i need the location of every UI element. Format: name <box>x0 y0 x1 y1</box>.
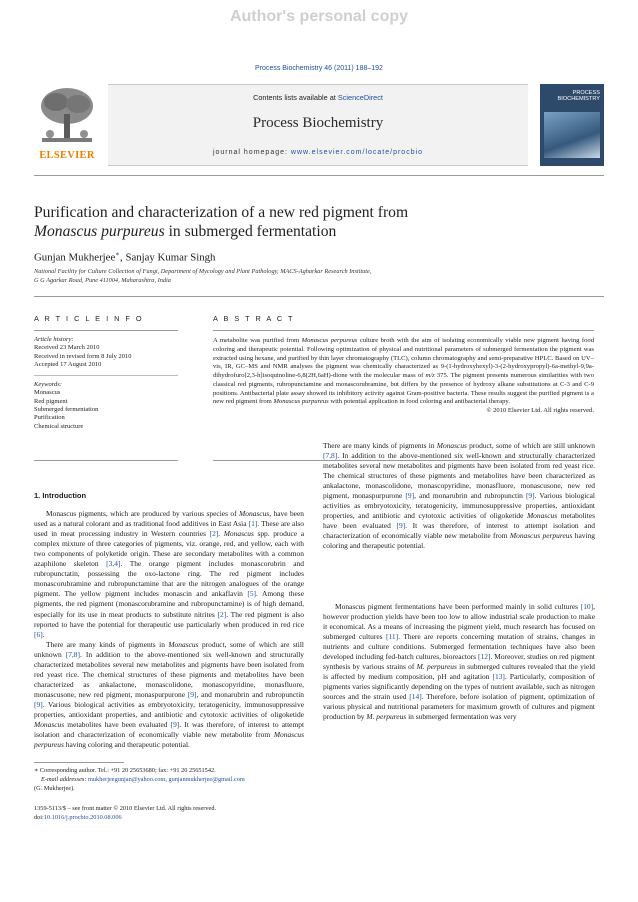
contents-line <box>108 93 528 102</box>
italic-term: Monascus <box>526 511 558 521</box>
email-owner: (G. Mukherjee). <box>34 784 75 792</box>
text-run: spp. produce a complex mixture of three categories of pigments, viz. orange, red, and yellow, each with two components of polyketide origin. These are secondary metabolites with a common azaphilone skeleton <box>34 529 305 569</box>
reference-link[interactable]: [5] <box>247 589 257 599</box>
text-run: . There are reports concerning mutation of strains, changes in nutrients and culture conditions. Submerged fermentation techniques have also been developed including fed-batch cultures, bioreactors <box>323 631 595 661</box>
reference-link[interactable]: [14] <box>409 691 422 701</box>
cover-illustration <box>544 112 600 158</box>
email-link-1[interactable]: mukherjeegunjan@yahoo.com <box>88 775 166 783</box>
reference-link[interactable]: [7,8] <box>323 450 338 460</box>
text-run: . <box>218 529 224 539</box>
text-run: . The red pigment is also reported to have the potential for therapeutic use particularly when produced in red rice <box>34 609 305 629</box>
article-info-panel <box>34 314 178 431</box>
intro-paragraph-3 <box>323 602 595 723</box>
affiliation-divider <box>34 296 604 297</box>
history-received: Received 23 March 2010 <box>34 344 100 352</box>
homepage-prefix: journal homepage: <box>212 149 291 156</box>
email-label: E-mail addresses: <box>41 775 88 783</box>
reference-link[interactable]: [1] <box>248 519 258 529</box>
text-run: Monascus pigment fermentations have been performed mainly in solid cultures <box>335 601 581 611</box>
publisher-name: ELSEVIER <box>39 150 95 161</box>
affiliation-line-1: National Facility for Culture Collection of Fungi, Department of Mycology and Plant Pathology, MACS-Agharkar Research Institute, <box>34 268 372 275</box>
reference-link[interactable]: [11] <box>386 631 399 641</box>
intro-paragraph-2-continued <box>323 441 595 602</box>
text-run: , and monarubrin and rubropunctin <box>414 490 526 500</box>
text-run: in submerged cultures revealed that the yield is affected by medium composition, pH and agitation <box>323 661 595 681</box>
title-line-2 <box>34 222 594 241</box>
text-run: , have been used as a natural colorant and as traditional food additives in East Asia <box>34 509 304 529</box>
intro-paragraph-1 <box>34 509 304 640</box>
text-run: 375. The pigment presents numerous similarities with two classical red pigments, rubropunctamine and monascorubramine, but differs by the presence of hydroxy alkane substitutions at C-3 and C-9 positions. Antibacterial plate assay showed its inhibitory activity against Gram-positive bacteria. These results suggest the purified pigment is a new red pigment from <box>213 372 594 406</box>
author-1: Gunjan Mukherjee <box>34 251 116 264</box>
text-run: product, some of which are still unknown <box>466 440 595 450</box>
cover-title <box>544 90 600 102</box>
author-list <box>34 250 215 264</box>
italic-term: M. perpureus <box>416 661 457 671</box>
keyword-item: Submerged fermentation <box>34 406 99 414</box>
history-accepted: Accepted 17 August 2010 <box>34 360 102 368</box>
italic-term: Monascus perpureus <box>34 730 304 750</box>
text-run: . Various biological activities as embryotoxicity, teratogenicity, immunosuppressive properties, antioxidant properties, and antibiotic and cytotoxic activities of oligoketide <box>34 699 304 719</box>
journal-citation-link[interactable]: Process Biochemistry 46 (2011) 188–192 <box>255 65 383 72</box>
italic-term: Monascus perpureus <box>509 531 573 541</box>
watermark: Author's personal copy <box>229 8 409 25</box>
italic-term: Monascus <box>168 639 199 649</box>
text-run: . Therefore, before isolation of pigment, optimization of various physical and nutritional parameters for maximum growth of cultures and pigment production by <box>323 691 595 722</box>
article-title <box>34 203 594 241</box>
keyword-item: Red pigment <box>34 397 68 405</box>
article-info-bottom-rule <box>34 460 178 461</box>
contents-prefix: Contents lists available at <box>253 93 338 102</box>
italic-term: Monascus <box>239 509 270 519</box>
reference-link[interactable]: [12] <box>478 651 491 661</box>
footnote-divider <box>34 762 124 763</box>
reference-link[interactable]: [2] <box>209 529 219 539</box>
email-separator: , <box>165 775 169 783</box>
text-run: metabolites have been evaluated <box>323 511 595 531</box>
text-run: . <box>42 629 45 639</box>
text-run: , however production yields have been too low to allow industrial scale production to make it economical. As a means of increasing the pigment yield, much research has focused on submerged cultures <box>323 601 595 641</box>
doi-link[interactable]: 10.1016/j.procbio.2010.08.006 <box>43 813 122 821</box>
email-line <box>34 776 314 785</box>
history-revised: Received in revised form 8 July 2010 <box>34 352 132 360</box>
italic-term: Monascus <box>436 440 467 450</box>
italic-term: Monascus perpureus <box>301 337 358 344</box>
reference-link[interactable]: [13] <box>492 671 505 681</box>
title-line-1: Purification and characterization of a new red pigment from <box>34 204 409 221</box>
footnotes <box>34 767 314 793</box>
cover-title-line-1: PROCESS <box>572 90 600 96</box>
italic-term: Monascus <box>223 529 254 539</box>
reference-link[interactable]: [6] <box>34 629 43 639</box>
text-run: . In addition to the above-mentioned six well-known and structurally characterized metabolites several new metabolites and pigments have been isolated from red yeast rice. The chemical structures of these pigments and metabolites have been characterized as ankalactone, monascolidone, monascopyridine, monasfluore, monascusone, new red pigment, monaspurpurone <box>323 450 595 500</box>
journal-masthead <box>34 84 604 166</box>
italic-term: M. perpureus <box>366 712 407 722</box>
sciencedirect-link[interactable]: ScienceDirect <box>337 93 383 102</box>
header-divider <box>34 175 604 176</box>
author-2: Sanjay Kumar Singh <box>125 251 216 264</box>
title-line-2-rest: in submerged fermentation <box>164 223 337 240</box>
text-run: product, some of which are still unknown <box>34 639 305 659</box>
introduction-heading: 1. Introduction <box>34 491 87 500</box>
body-column-left <box>34 491 305 750</box>
keyword-item: Monascus <box>34 389 61 397</box>
reference-link[interactable]: [9] <box>170 720 180 730</box>
reference-link[interactable]: [9] <box>396 521 406 531</box>
keywords <box>34 375 178 431</box>
reference-link[interactable]: [9] <box>405 490 415 500</box>
reference-link[interactable]: [9] <box>525 490 535 500</box>
reference-link[interactable]: [9] <box>187 689 197 699</box>
text-run: . It was therefore, of interest to attempt isolation and characterization of economically viable new metabolite from <box>323 521 596 541</box>
reference-link[interactable]: [2] <box>217 609 227 619</box>
reference-link[interactable]: [9] <box>34 699 43 709</box>
journal-cover-image <box>540 84 604 166</box>
corresponding-author-note: ∗ Corresponding author. Tel.: +91 20 25653680; fax: +91 20 25651542. <box>34 767 216 774</box>
history-label: Article history: <box>34 336 74 343</box>
italic-term: Monascus purpureus <box>273 398 329 406</box>
reference-link[interactable]: [3,4] <box>106 559 121 569</box>
text-run: in submerged fermentation was very <box>406 712 517 722</box>
page-footer <box>34 805 314 823</box>
doi-prefix: doi: <box>34 813 44 821</box>
text-run: , and monarubrin and rubropunctin <box>196 689 304 699</box>
text-run: . The orange pigment includes monascorubrin and rubropunctatin, possessing the oxo-lactone ring. The red pigment includes monascorubramine and rubropunctamine that are the nitrogen analogues of the orange pigment. The yellow pigment includes monascin and ankaflavin <box>34 559 304 599</box>
keyword-item: Chemical structure <box>34 422 84 430</box>
text-run: with potential application in food coloring and antibacterial therapy. <box>328 398 510 406</box>
doi-line <box>34 814 314 823</box>
author-separator: , <box>120 251 126 264</box>
reference-link[interactable]: [7,8] <box>65 649 80 659</box>
corresponding-author-mark[interactable]: ∗ <box>115 250 121 258</box>
text-run: having coloring and therapeutic potential. <box>323 531 596 551</box>
homepage-line <box>108 149 528 156</box>
text-run: A metabolite was purified from <box>213 337 302 344</box>
article-info-heading: A R T I C L E I N F O <box>34 314 144 323</box>
journal-homepage-link[interactable]: www.elsevier.com/locate/procbio <box>290 149 424 156</box>
reference-link[interactable]: [10] <box>580 601 594 611</box>
text-run: . In addition to the above-mentioned six well-known and structurally characterized metabolites several new metabolites and pigments have been isolated from red yeast rice. The chemical structures of these pigments and metabolites have been characterized as ankalactone, monascolidone, monascopyridine, monasfluore, monascusone, new red pigment, monaspurpurone <box>34 649 305 699</box>
keyword-item: Purification <box>34 414 65 422</box>
text-run: There are many kinds of pigments in <box>323 440 437 450</box>
abstract-text <box>213 330 594 407</box>
text-run: . Moreover, studies on red pigment synthesis by various strains of <box>323 651 595 671</box>
text-run: metabolites have been evaluated <box>64 720 171 730</box>
text-run: having coloring and therapeutic potential. <box>63 740 190 750</box>
article-history <box>34 336 178 369</box>
text-run: There are many kinds of pigments in <box>46 639 169 649</box>
title-species: Monascus purpureus <box>34 223 165 240</box>
body-column-right <box>323 440 596 722</box>
text-run: culture broth with the aim of isolating economically viable new pigment having food coloring and therapeutic potential. Following optimization of physical and nutritional parameters of submerged fermentation the pigment was extracted using hexane, and purified by thin layer chromatography (TLC), column chromatography and semi-preparative HPLC. Based on UV–vis, IR, GC–MS and NMR analyses the pigment was chemically characterized as 9-(1-hydroxyhexyl)-3-(2-hydroxypropyl)-6a-methyl-9,9a-dihydrofuro[2,3-h]isoquinoline-6,8(2H,6aH)-dione with the molecular mass of <box>213 337 594 379</box>
italic-term: m/z <box>425 372 435 379</box>
affiliation <box>34 268 594 285</box>
abstract-copyright: © 2010 Elsevier Ltd. All rights reserved. <box>486 407 594 414</box>
keywords-label: Keywords: <box>34 381 62 389</box>
issn-line: 1359-5113/$ – see front matter © 2010 Elsevier Ltd. All rights reserved. <box>34 805 217 812</box>
article-info-rule <box>34 330 178 331</box>
journal-banner <box>108 84 528 166</box>
cover-title-line-2: BIOCHEMISTRY <box>557 96 600 103</box>
intro-paragraph-2 <box>34 639 305 750</box>
affiliation-line-2: G G Agarkar Road, Pune 411004, Maharashtra, India <box>34 276 171 284</box>
tree-logo-icon <box>34 84 100 148</box>
abstract-heading: A B S T R A C T <box>213 314 295 323</box>
text-run: . It was therefore, of interest to attempt isolation and characterization of economically viable new metabolite from <box>34 720 305 740</box>
text-run: . Among these pigments, the red pigment (monascorubramine and rubropunctamine) is of high demand, especially for its use in meat products to substitute nitrites <box>34 589 305 619</box>
abstract-panel <box>213 314 594 416</box>
journal-name: Process Biochemistry <box>252 115 384 131</box>
text-run: . Various biological activities as embryotoxicity, teratogenicity, immunosuppressive properties, antioxidant properties, and antibiotic and cytotoxic activities of oligoketide <box>323 490 595 521</box>
text-run: . Particularly, composition of pigments varies significantly depending on the types of nutrient available, such as nitrogen sources and the strain used <box>323 671 595 701</box>
italic-term: Monascus <box>34 720 65 730</box>
elsevier-logo <box>34 84 100 164</box>
email-link-2[interactable]: gunjanmukherjee@gmail.com <box>168 775 245 783</box>
text-run: . These are also used in meat processing industry in Western countries <box>34 519 304 539</box>
text-run: Monascus pigments, which are produced by various species of <box>46 509 240 519</box>
